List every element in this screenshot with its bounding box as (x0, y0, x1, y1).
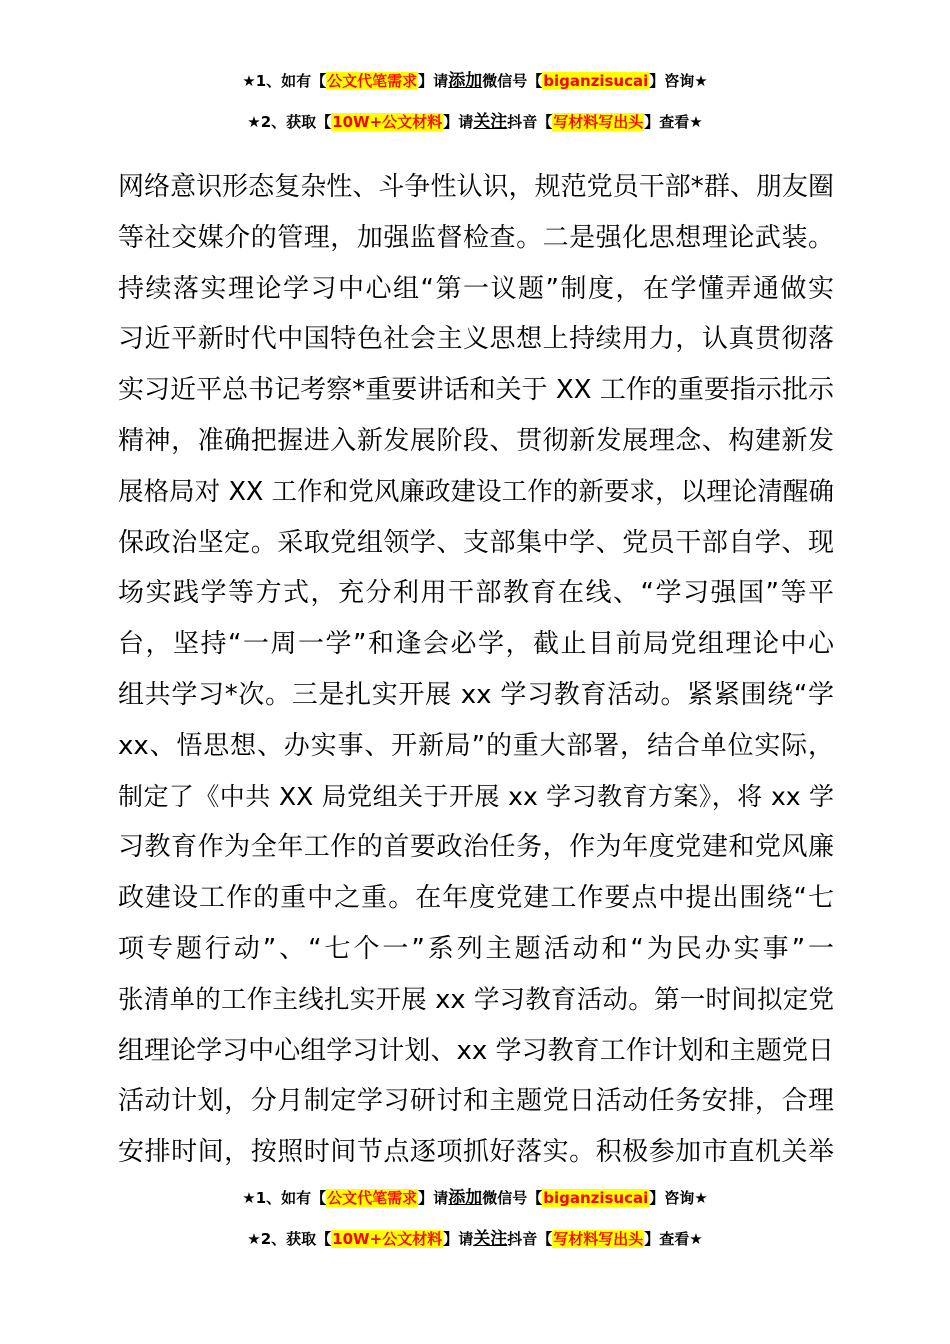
bottom-banner-line-1 (0, 1188, 950, 1208)
body-line: 台，坚持“一周一学”和逢会必学，截止目前局党组理论中心 (118, 629, 834, 660)
banner-text: 】请 (443, 113, 474, 131)
body-line: 精神，准确把握进入新发展阶段、贯彻新发展理念、构建新发 (118, 425, 834, 456)
banner-text: 】咨询★ (649, 72, 708, 90)
banner-text: ★2、获取【 (247, 113, 332, 131)
body-line: 展格局对 XX 工作和党风廉政建设工作的新要求，以理论清醒确 (118, 476, 834, 507)
body-line: 政建设工作的重中之重。在年度党建工作要点中提出围绕“七 (118, 883, 834, 914)
highlight-douyin: 写材料写出头 (553, 113, 644, 131)
banner-text: ★1、如有【 (242, 1189, 327, 1207)
body-line: xx、悟思想、办实事、开新局”的重大部署，结合单位实际， (118, 730, 834, 761)
document-body (118, 162, 834, 1178)
body-line: 等社交媒介的管理，加强监督检查。二是强化思想理论武装。 (118, 222, 834, 253)
banner-text: 抖音【 (507, 113, 553, 131)
top-banner-line-2 (0, 112, 950, 132)
highlight-materials: 10W+公文材料 (332, 1230, 443, 1248)
body-line: 张清单的工作主线扎实开展 xx 学习教育活动。第一时间拟定党 (118, 984, 834, 1015)
top-banner-line-1 (0, 71, 950, 91)
banner-text: 】咨询★ (649, 1189, 708, 1207)
body-line: 持续落实理论学习中心组“第一议题”制度，在学懂弄通做实 (118, 273, 834, 304)
body-line: 习教育作为全年工作的首要政治任务，作为年度党建和党风廉 (118, 832, 834, 863)
banner-text: 】请 (418, 72, 449, 90)
underlined-text: 关注 (473, 1229, 508, 1249)
banner-text: ★2、获取【 (247, 1230, 332, 1248)
underlined-text: 添加 (448, 1188, 483, 1208)
body-line: 实习近平总书记考察*重要讲话和关于 XX 工作的重要指示批示 (118, 375, 834, 406)
highlight-wechat-id: biganzisucai (543, 72, 649, 90)
body-line: 组共学习*次。三是扎实开展 xx 学习教育活动。紧紧围绕“学 (118, 679, 834, 710)
underlined-text: 添加 (448, 71, 483, 91)
banner-text: 抖音【 (507, 1230, 553, 1248)
body-line: 组理论学习中心组学习计划、xx 学习教育工作计划和主题党日 (118, 1035, 834, 1066)
body-line: 网络意识形态复杂性、斗争性认识，规范党员干部*群、朋友圈 (118, 172, 834, 202)
banner-text: 】请 (443, 1230, 474, 1248)
bottom-banner-line-2 (0, 1229, 950, 1249)
body-line: 制定了《中共 XX 局党组关于开展 xx 学习教育方案》，将 xx 学 (118, 781, 834, 811)
banner-text: ★1、如有【 (242, 72, 327, 90)
highlight-service: 公文代笔需求 (327, 1189, 418, 1207)
body-line: 安排时间，按照时间节点逐项抓好落实。积极参加市直机关举 (118, 1137, 834, 1168)
banner-text: 】查看★ (644, 113, 703, 131)
body-line: 场实践学等方式，充分利用干部教育在线、“学习强国”等平 (118, 578, 834, 609)
highlight-materials: 10W+公文材料 (332, 113, 443, 131)
highlight-wechat-id: biganzisucai (543, 1189, 649, 1207)
banner-text: 】请 (418, 1189, 449, 1207)
underlined-text: 关注 (473, 112, 508, 132)
body-line: 保政治坚定。采取党组领学、支部集中学、党员干部自学、现 (118, 527, 834, 558)
highlight-douyin: 写材料写出头 (553, 1230, 644, 1248)
body-line: 习近平新时代中国特色社会主义思想上持续用力，认真贯彻落 (118, 324, 834, 355)
body-line: 活动计划，分月制定学习研讨和主题党日活动任务安排，合理 (118, 1086, 834, 1117)
highlight-service: 公文代笔需求 (327, 72, 418, 90)
body-line: 项专题行动”、“七个一”系列主题活动和“为民办实事”一 (118, 933, 834, 964)
banner-text: 微信号【 (482, 72, 543, 90)
banner-text: 】查看★ (644, 1230, 703, 1248)
banner-text: 微信号【 (482, 1189, 543, 1207)
